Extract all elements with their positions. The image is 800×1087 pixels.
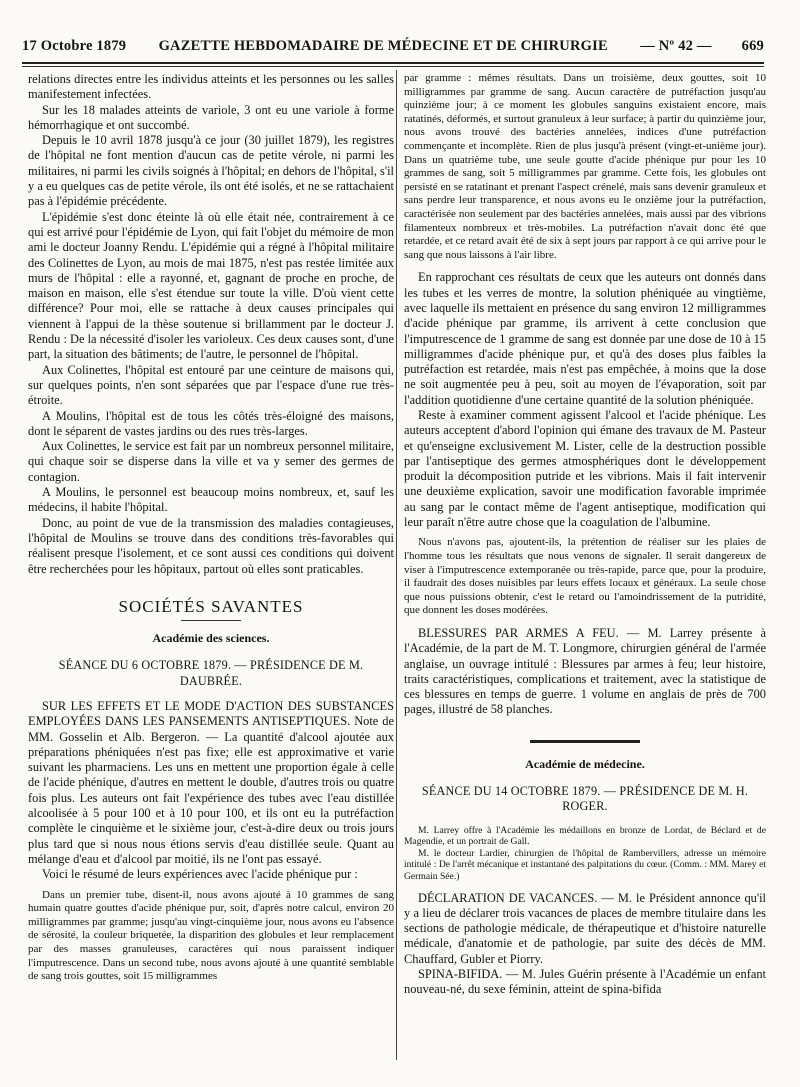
academy-heading: Académie de médecine.: [525, 756, 645, 771]
page-number: 669: [741, 38, 764, 54]
journal-title: GAZETTE HEBDOMADAIRE DE MÉDECINE ET DE CHIRURGIE: [158, 38, 608, 54]
quoted-paragraph: Dans un premier tube, disent-il, nous avons ajouté à 10 grammes de sang humain quatre gouttes d'acide phénique pur, soit, d'après notre calcul, environ 20 milligrammes par gramme; jusqu'au vingt-cinquième jour, nous avons eu l'absence de sérosité, la couleur briquetée, la disparition des globules et leur remplacement par des masses granuleuses, caractères qui nous paraissent indiquer l'imputrescence. Dans un second tube, nous avons ajouté à une quantité semblable de sang trois gouttes, soit 15 milligrammes: [28, 888, 394, 983]
paragraph: Donc, au point de vue de la transmission des maladies contagieuses, l'hôpital de Moulins se trouve dans des conditions très-favorables qui réalisent presque l'isolement, et ce sont aussi ces conditions qui doivent être recherchées pour les hôpitaux, partout où elles sont praticables.: [28, 515, 394, 576]
paragraph: A Moulins, le personnel est beaucoup moins nombreux, et, sauf les médecins, il habite l'hôpital.: [28, 485, 394, 515]
quoted-paragraph: par gramme : mêmes résultats. Dans un troisième, deux gouttes, soit 10 milligrammes par gramme de sang. Aucun caractère de putréfaction jusqu'au quinzième jour; à ce moment les globules sanguins existaient encore, mais ratatinés, déformés, et surtout granuleux à leur surface; à partir du quinzième jour, nous avons trouvé des bactéries annelées, indices d'une putréfaction commençante et incomplète. Rien de plus jusqu'à présent (vingt-et-unième jour). Dans un quatrième tube, une seule goutte d'acide phénique pur pour les 10 grammes de sang, soit 5 milligrammes par gramme. Cette fois, les globules ont persisté en se ratatinant et prenant l'aspect crénelé, mais sans devenir granuleux et sans perdre leur transparence, et nous avons eu le onzième jour la putréfaction, caractérisée non seulement par des bactéries annelées, mais aussi par des vibrions filamenteux nombreux et très-mobiles. La putréfaction n'avait donc été que retardée, et ce retard avait été de six à sept jours par rapport à ce qui arrive pour le sang que nous laissons à l'air libre.: [404, 72, 766, 261]
paragraph: L'épidémie s'est donc éteinte là où elle était née, contrairement à ce qui est arrivé pour l'épidémie de Lyon, qui fait l'objet du mémoire de mon ami le docteur Joanny Rendu. L'épidémie qui a régné à l'hôpital militaire des Colinettes de Lyon, au mois de mai 1875, n'est pas restée limitée aux murs de l'hôpital : elle a rayonné, et, gagnant de proche en proche, de maison en maison, elle s'est étendue sur toute la ville. D'où vient cette différence? Pour moi, elle se rattache à deux causes principales qui viennent à l'appui de la thèse soutenue si brillamment par le docteur J. Rendu : De la nécessité d'isoler les varioleux. Ces deux causes sont, d'une part, la situation des bâtiments; de l'autre, le personnel de l'hôpital.: [28, 209, 394, 362]
paragraph: Aux Colinettes, le service est fait par un nombreux personnel militaire, qui chaque soir se disperse dans la ville et va y semer des germes de contagion.: [28, 439, 394, 484]
quoted-paragraph: Nous n'avons pas, ajoutent-ils, la prétention de réaliser sur les plaies de l'homme tous les résultats que nous venons de signaler. Il serait dangereux de viser à l'imputrescence extemporanée ou très-rapide, parce que, pour la produire, il faudrait des doses nuisibles par leurs effets locaux et généraux. La seule chose que nous puissions obtenir, c'est le retard ou l'amoindrissement de la putridité, que donnent les doses modérées.: [404, 536, 766, 617]
paragraph: SUR LES EFFETS ET LE MODE D'ACTION DES SUBSTANCES EMPLOYÉES DANS LES PANSEMENTS ANTISEPTIQUES. Note de MM. Gosselin et Alb. Bergeron. — La quantité d'alcool ajoutée aux préparations phéniquées n'est pas fixe; elle est approximative et varie suivant les pharmaciens. Les uns en mettent une proportion égale à celle de l'acide phénique, d'autres en mettent le double, d'autres trois ou quatre fois plus. Les auteurs ont fait l'expérience des tubes avec l'eau distillée alcoolisée à 5 pour 100 et à 10 pour 100, et ils ont eu la putréfaction complète le cinquième et le sixième jour, c'est-à-dire deux ou trois jours plus tard que si nous nous étions servis d'eau distillée seule. Quant au mélange d'eau et d'alcool par moitié, ils ne l'ont pas essayé.: [28, 698, 394, 866]
paragraph: Reste à examiner comment agissent l'alcool et l'acide phénique. Les auteurs acceptent d'abord l'opinion qui émane des travaux de M. Pasteur et qu'enseigne exclusivement M. Lister, celle de la destruction possible par l'antiseptique des germes atmosphériques dont le développement produit la décomposition putride et les vibrions. Mais il fait intervenir une deuxième explication, savoir une modification favorable imprimée au sang par le contact même de l'agent antiseptique, modification qui leur paraît n'être autre chose que la coagulation de l'albumine.: [404, 407, 766, 530]
paragraph: DÉCLARATION DE VACANCES. — M. le Président annonce qu'il y a lieu de déclarer trois vacances de places de membre titulaire dans les sections de pathologie médicale, de thérapeutique et d'histoire naturelle médicale, d'anatomie et de pathologie, par suite des décès de MM. Chauffard, Gubler et Piorry.: [404, 890, 766, 966]
session-heading: SÉANCE DU 6 OCTOBRE 1879. — PRÉSIDENCE DE M. DAUBRÉE.: [58, 658, 364, 688]
paragraph: Aux Colinettes, l'hôpital est entouré par une ceinture de maisons qui, sur quelques points, n'en sont séparées que par l'espace d'une rue très-étroite.: [28, 362, 394, 408]
paragraph: BLESSURES PAR ARMES A FEU. — M. Larrey présente à l'Académie, de la part de M. T. Longmore, chirurgien général de l'armée anglaise, un ouvrage intitulé : Blessures par armes à feu; leur histoire, traits caractéristiques, complications et traitement, avec la statistique de ces blessures en temps de guerre. 1 volume en anglais de près de 700 pages, illustré de 58 planches.: [404, 625, 766, 717]
section-divider: [530, 740, 640, 743]
section-title: SOCIÉTÉS SAVANTES: [28, 599, 394, 621]
right-column: [404, 72, 766, 998]
paragraph: Sur les 18 malades atteints de variole, 3 ont eu une variole à forme hémorrhagique et ont succombé.: [28, 102, 394, 132]
paragraph: A Moulins, l'hôpital est de tous les côtés très-éloigné des maisons, dont le séparent de vastes jardins ou des rues très-larges.: [28, 408, 394, 438]
column-divider: [396, 70, 397, 1060]
paragraph: En rapprochant ces résultats de ceux que les auteurs ont donnés dans les tubes et les verres de montre, la solution phéniquée au vingtième, avec laquelle ils mettaient en présence du sang environ 12 milligrammes d'acide phénique par gramme, ils arrivent à cette conclusion que l'imputrescence de 1 gramme de sang est donnée par une dose de 10 à 15 milligrammes d'acide phénique pur, et qu'à des doses plus faibles la putréfaction est retardée, mais n'est pas empêchée, à moins que la dose ne soit augmentée peu à peu, soit au moyen de l'évaporation, soit par l'addition quotidienne d'une certaine quantité de la solution phéniquée.: [404, 270, 766, 407]
note: M. le docteur Lardier, chirurgien de l'hôpital de Rambervillers, adresse un mémoire intitulé : De l'arrêt mécanique et instantané des palpitations du cœur. (Comm. : MM. Marey et Germain Sée.): [404, 847, 766, 882]
running-header: [22, 38, 764, 62]
left-column: [28, 72, 394, 984]
academy-heading: Académie des sciences.: [152, 631, 270, 646]
paragraph: Depuis le 10 avril 1878 jusqu'à ce jour (30 juillet 1879), les registres de l'hôpital ne font mention d'aucun cas de petite vérole, ni parmi les militaires, ni parmi les civils soignés à l'hôpital; en dehors de l'hôpital, s'il y a eu quelques cas de petite vérole, ils ont été isolés, et ne se rattachaient pas à l'épidémie précédente.: [28, 133, 394, 209]
header-rule: [22, 62, 764, 64]
header-rule-thin: [22, 66, 764, 67]
paragraph: SPINA-BIFIDA. — M. Jules Guérin présente à l'Académie un enfant nouveau-né, du sexe féminin, atteint de spina-bifida: [404, 967, 766, 997]
session-heading: SÉANCE DU 14 OCTOBRE 1879. — PRÉSIDENCE DE M. H. ROGER.: [421, 784, 749, 814]
header-right: [640, 38, 764, 55]
issue-number: — Nº 42 —: [640, 38, 712, 54]
paragraph: Voici le résumé de leurs expériences avec l'acide phénique pur :: [42, 867, 358, 882]
issue-date: 17 Octobre 1879: [22, 38, 127, 54]
note: M. Larrey offre à l'Académie les médaillons en bronze de Lordat, de Béclard et de Magendie, et un portrait de Gall.: [404, 824, 766, 848]
paragraph: relations directes entre les individus atteints et les personnes ou les salles manifestement infectées.: [28, 72, 394, 102]
